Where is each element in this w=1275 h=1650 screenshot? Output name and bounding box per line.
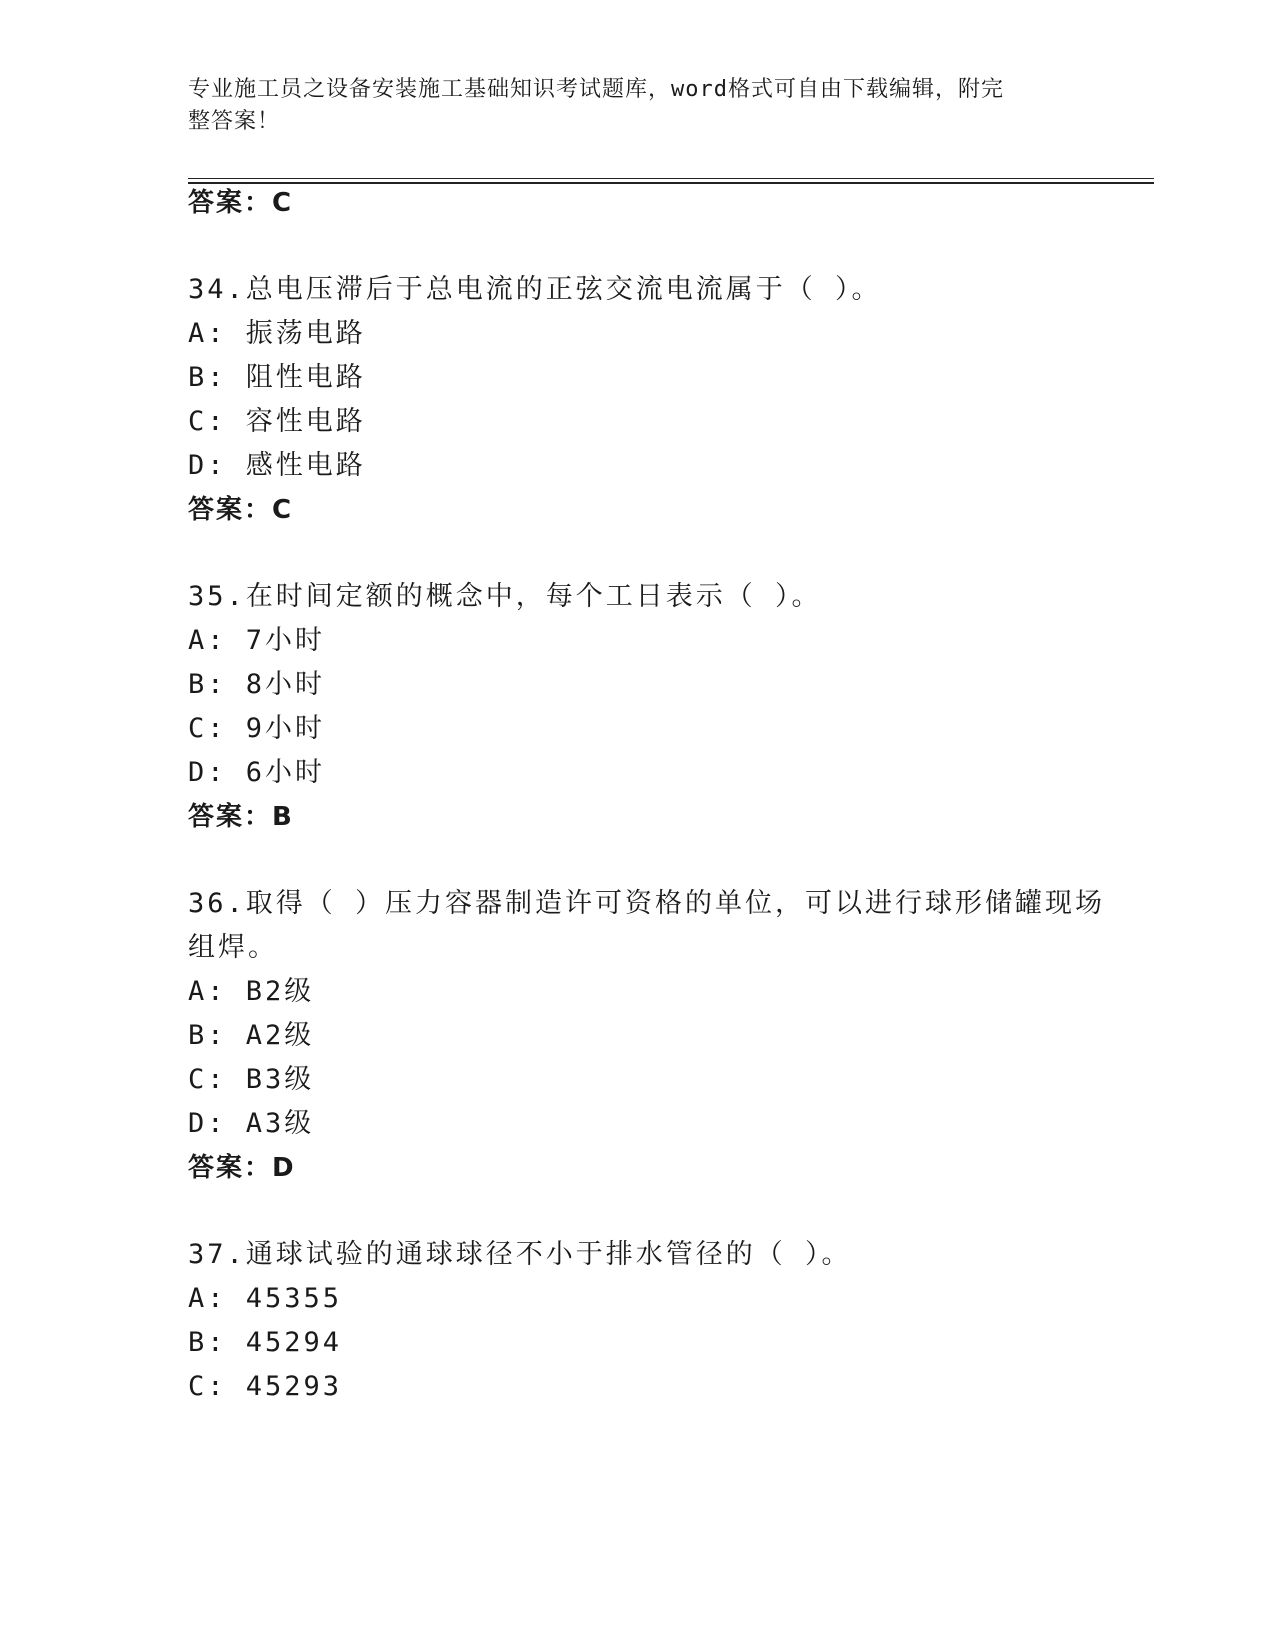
question-35-option-a: A: 7小时: [188, 625, 326, 656]
question-37-option-c: C: 45293: [188, 1371, 343, 1402]
question-35-stem: 35.在时间定额的概念中，每个工日表示（ ）。: [188, 581, 822, 612]
header-divider-thin: [188, 178, 1154, 179]
answer-35: 答案：B: [188, 802, 294, 832]
question-37-option-b: B: 45294: [188, 1327, 343, 1358]
question-34-stem: 34.总电压滞后于总电流的正弦交流电流属于（ ）。: [188, 274, 882, 305]
document-header: [188, 74, 1068, 138]
question-34-option-b: B: 阻性电路: [188, 362, 366, 393]
header-line-1: 专业施工员之设备安装施工基础知识考试题库，word格式可自由下载编辑，附完: [188, 77, 1004, 102]
question-34-option-d: D: 感性电路: [188, 450, 366, 481]
question-35-option-b: B: 8小时: [188, 669, 326, 700]
answer-36: 答案：D: [188, 1153, 296, 1183]
question-36-option-c: C: B3级: [188, 1064, 315, 1095]
question-35-option-d: D: 6小时: [188, 757, 326, 788]
question-36-stem-line-1: 36.取得（ ）压力容器制造许可资格的单位，可以进行球形储罐现场: [188, 888, 1106, 919]
header-line-2: 整答案！: [188, 109, 281, 134]
question-34-option-a: A: 振荡电路: [188, 318, 366, 349]
header-divider-thick: [188, 182, 1154, 184]
question-36-option-b: B: A2级: [188, 1020, 315, 1051]
answer-34: 答案：C: [188, 495, 294, 525]
question-35-option-c: C: 9小时: [188, 713, 326, 744]
question-36-option-a: A: B2级: [188, 976, 315, 1007]
question-36-stem-line-2: 组焊。: [188, 932, 278, 963]
answer-33: 答案：C: [188, 188, 294, 218]
question-34-option-c: C: 容性电路: [188, 406, 366, 437]
question-37-stem: 37.通球试验的通球球径不小于排水管径的（ ）。: [188, 1239, 852, 1270]
question-37-option-a: A: 45355: [188, 1283, 343, 1314]
question-36-option-d: D: A3级: [188, 1108, 315, 1139]
